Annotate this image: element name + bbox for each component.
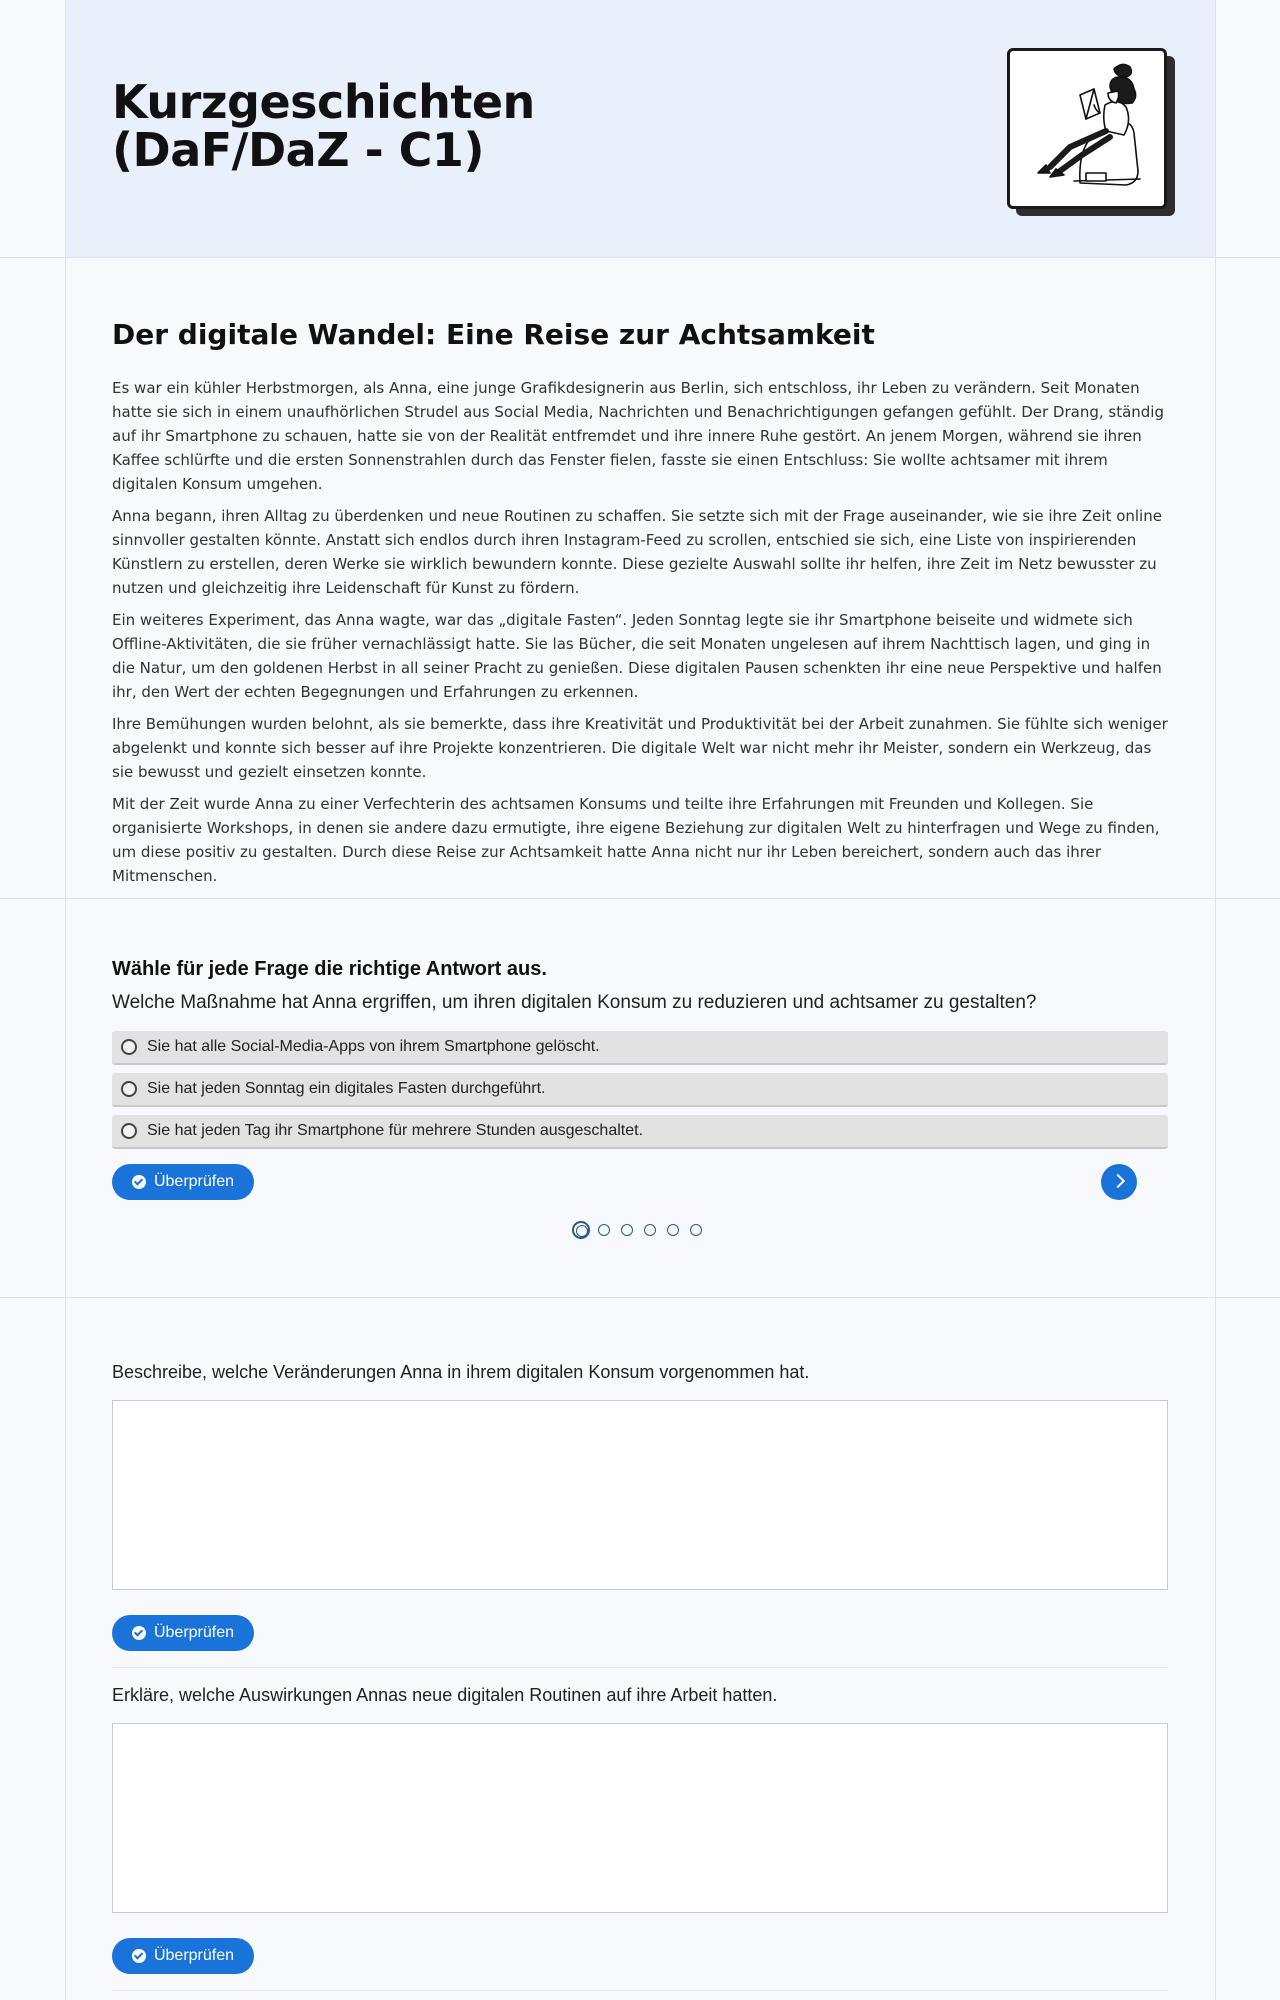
check-button-label: Überprüfen bbox=[153, 1947, 235, 1964]
answer-option-label: Sie hat alle Social-Media-Apps von ihrem Smartphone gelöscht. bbox=[147, 1038, 600, 1055]
check-button[interactable] bbox=[112, 1938, 254, 1974]
check-button-label: Überprüfen bbox=[153, 1624, 235, 1641]
story-paragraph: Mit der Zeit wurde Anna zu einer Verfechterin des achtsamen Konsums und teilte ihre Erfahrungen mit Freunden und Kollegen. Sie organisierte Workshops, in denen sie andere dazu ermutigte, ihre eigene Beziehung zur digitalen Welt zu hinterfragen und Wege zu finden, um diese positiv zu gestalten. Durch diese Reise zur Achtsamkeit hatte Anna nicht nur ihr Leben bereichert, sondern auch das ihrer Mitmenschen. bbox=[112, 795, 1160, 885]
page-title-line2: (DaF/DaZ - C1) bbox=[112, 123, 484, 177]
question-pagination bbox=[572, 1221, 713, 1239]
radio-button[interactable] bbox=[121, 1081, 137, 1097]
story-paragraph: Ihre Bemühungen wurden belohnt, als sie bemerkte, dass ihre Kreativität und Produktivität bei der Arbeit zunahmen. Sie fühlte sich weniger abgelenkt und konnte sich besser auf ihre Projekte konzentrieren. Die digitale Welt war nicht mehr ihr Meister, sondern ein Werkzeug, das sie bewusst und gezielt einsetzen konnte. bbox=[112, 715, 1168, 781]
answer-option[interactable] bbox=[112, 1073, 1168, 1107]
pagination-dot[interactable] bbox=[621, 1224, 633, 1236]
pagination-dot[interactable] bbox=[644, 1224, 656, 1236]
open-question-prompt: Erkläre, welche Auswirkungen Annas neue digitalen Routinen auf ihre Arbeit hatten. bbox=[112, 1685, 778, 1705]
pagination-dot-active[interactable] bbox=[572, 1221, 590, 1239]
woman-reading-book-in-armchair-icon bbox=[1007, 48, 1167, 209]
quiz-heading: Wähle für jede Frage die richtige Antwort aus. bbox=[112, 958, 547, 980]
page-title bbox=[112, 75, 535, 177]
grid-line bbox=[0, 1297, 1280, 1298]
grid-line bbox=[1215, 0, 1216, 2000]
page-title-line1: Kurzgeschichten bbox=[112, 75, 535, 129]
check-circle-icon bbox=[132, 1175, 146, 1189]
open-question-prompt: Beschreibe, welche Veränderungen Anna in ihrem digitalen Konsum vorgenommen hat. bbox=[112, 1362, 810, 1382]
story-paragraph: Anna begann, ihren Alltag zu überdenken und neue Routinen zu schaffen. Sie setzte sich mit der Frage auseinander, wie sie ihre Zeit online sinnvoller gestalten könnte. Anstatt sich endlos durch ihren Instagram-Feed zu scrollen, entschied sie sich, eine Liste von inspirierenden Künstlern zu erstellen, deren Werke sie wirklich bewundern konnte. Diese gezielte Auswahl sollte ihr helfen, ihre Zeit im Netz bewusster zu nutzen und gleichzeitig ihre Leidenschaft für Kunst zu fördern. bbox=[112, 507, 1162, 597]
story-paragraph: Es war ein kühler Herbstmorgen, als Anna, eine junge Grafikdesignerin aus Berlin, sich entschloss, ihr Leben zu verändern. Seit Monaten hatte sie sich in einem unaufhörlichen Strudel aus Social Media, Nachrichten und Benachrichtigungen gefangen gefühlt. Der Drang, ständig auf ihr Smartphone zu schauen, hatte sie von der Realität entfremdet und ihre innere Ruhe gestört. An jenem Morgen, während sie ihren Kaffee schlürfte und die ersten Sonnenstrahlen durch das Fenster fielen, fasste sie einen Entschluss: Sie wollte achtsamer mit ihrem digitalen Konsum umgehen. bbox=[112, 379, 1164, 493]
story-paragraph: Ein weiteres Experiment, das Anna wagte, war das „digitale Fasten“. Jeden Sonntag legte sie ihr Smartphone beiseite und widmete sich Offline-Aktivitäten, die sie früher vernachlässigt hatte. Sie las Bücher, die seit Monaten ungelesen auf ihrem Nachttisch lagen, und ging in die Natur, um den goldenen Herbst in all seiner Pracht zu genießen. Diese digitalen Pausen schenkten ihr eine neue Perspektive und halfen ihr, den Wert der echten Begegnungen und Erfahrungen zu erkennen. bbox=[112, 611, 1162, 701]
check-button[interactable] bbox=[112, 1615, 254, 1651]
grid-line bbox=[65, 0, 66, 2000]
answer-option-label: Sie hat jeden Sonntag ein digitales Fasten durchgeführt. bbox=[147, 1080, 546, 1097]
answer-option[interactable] bbox=[112, 1031, 1168, 1065]
answer-textarea[interactable] bbox=[112, 1723, 1168, 1913]
pagination-dot[interactable] bbox=[667, 1224, 679, 1236]
pagination-dot[interactable] bbox=[690, 1224, 702, 1236]
grid-line bbox=[0, 898, 1280, 899]
radio-button[interactable] bbox=[121, 1039, 137, 1055]
check-button[interactable] bbox=[112, 1164, 254, 1200]
divider bbox=[112, 1667, 1168, 1668]
divider bbox=[112, 1990, 1168, 1991]
radio-button[interactable] bbox=[121, 1123, 137, 1139]
answer-textarea[interactable] bbox=[112, 1400, 1168, 1590]
check-circle-icon bbox=[132, 1626, 146, 1640]
quiz-question: Welche Maßnahme hat Anna ergriffen, um ihren digitalen Konsum zu reduzieren und achtsamer zu gestalten? bbox=[112, 992, 1037, 1013]
answer-option[interactable] bbox=[112, 1115, 1168, 1149]
check-circle-icon bbox=[132, 1949, 146, 1963]
grid-line bbox=[0, 257, 1280, 258]
story-title: Der digitale Wandel: Eine Reise zur Achtsamkeit bbox=[112, 318, 875, 351]
check-button-label: Überprüfen bbox=[153, 1173, 235, 1190]
next-question-button[interactable] bbox=[1101, 1164, 1137, 1200]
pagination-dot[interactable] bbox=[598, 1224, 610, 1236]
answer-option-label: Sie hat jeden Tag ihr Smartphone für mehrere Stunden ausgeschaltet. bbox=[147, 1122, 644, 1139]
story-text bbox=[112, 376, 1170, 896]
